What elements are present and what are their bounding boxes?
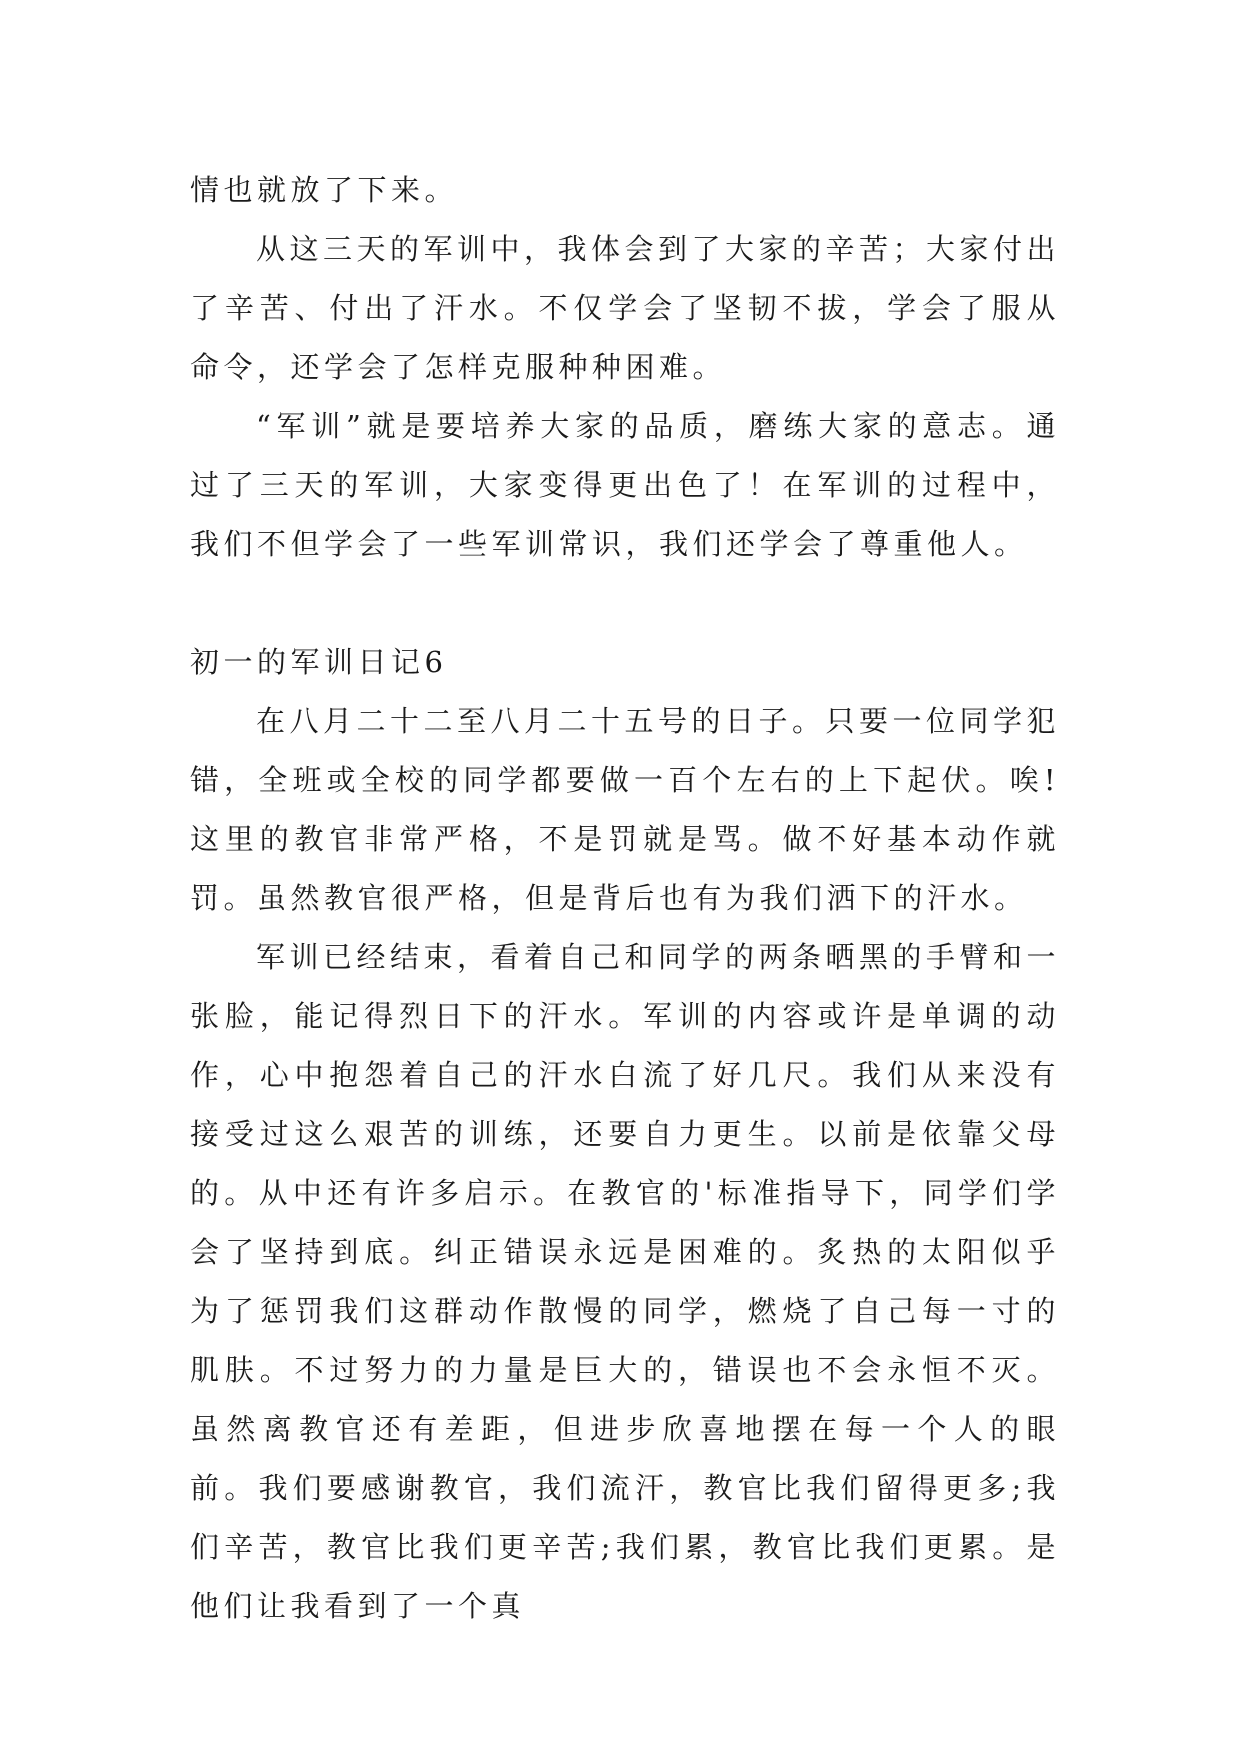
paragraph: 在八月二十二至八月二十五号的日子。只要一位同学犯错，全班或全校的同学都要做一百个左右的上下起伏。唉!这里的教官非常严格，不是罚就是骂。做不好基本动作就罚。虽然教官很严格，但是背后也有为我们洒下的汗水。 bbox=[190, 704, 1061, 915]
paragraph: 从这三天的军训中，我体会到了大家的辛苦；大家付出了辛苦、付出了汗水。不仅学会了坚韧不拔，学会了服从命令，还学会了怎样克服种种困难。 bbox=[190, 232, 1061, 384]
document-body bbox=[190, 161, 1060, 1636]
paragraph: “军训”就是要培养大家的品质，磨练大家的意志。通过了三天的军训，大家变得更出色了！在军训的过程中，我们不但学会了一些军训常识，我们还学会了尊重他人。 bbox=[190, 409, 1060, 561]
continuation-line: 情也就放了下来。 bbox=[190, 173, 459, 207]
paragraph: 军训已经结束，看着自己和同学的两条晒黑的手臂和一张脸，能记得烈日下的汗水。军训的内容或许是单调的动作，心中抱怨着自己的汗水白流了好几尺。我们从来没有接受过这么艰苦的训练，还要自力更生。以前是依靠父母的。从中还有许多启示。在教官的'标准指导下，同学们学会了坚持到底。纠正错误永远是困难的。炙热的太阳似乎为了惩罚我们这群动作散慢的同学，燃烧了自己每一寸的肌肤。不过努力的力量是巨大的，错误也不会永恒不灭。虽然离教官还有差距，但进步欣喜地摆在每一个人的眼前。我们要感谢教官，我们流汗，教官比我们留得更多;我们辛苦，教官比我们更辛苦;我们累，教官比我们更累。是他们让我看到了一个真 bbox=[190, 940, 1061, 1623]
section-title: 初一的军训日记6 bbox=[190, 645, 448, 679]
